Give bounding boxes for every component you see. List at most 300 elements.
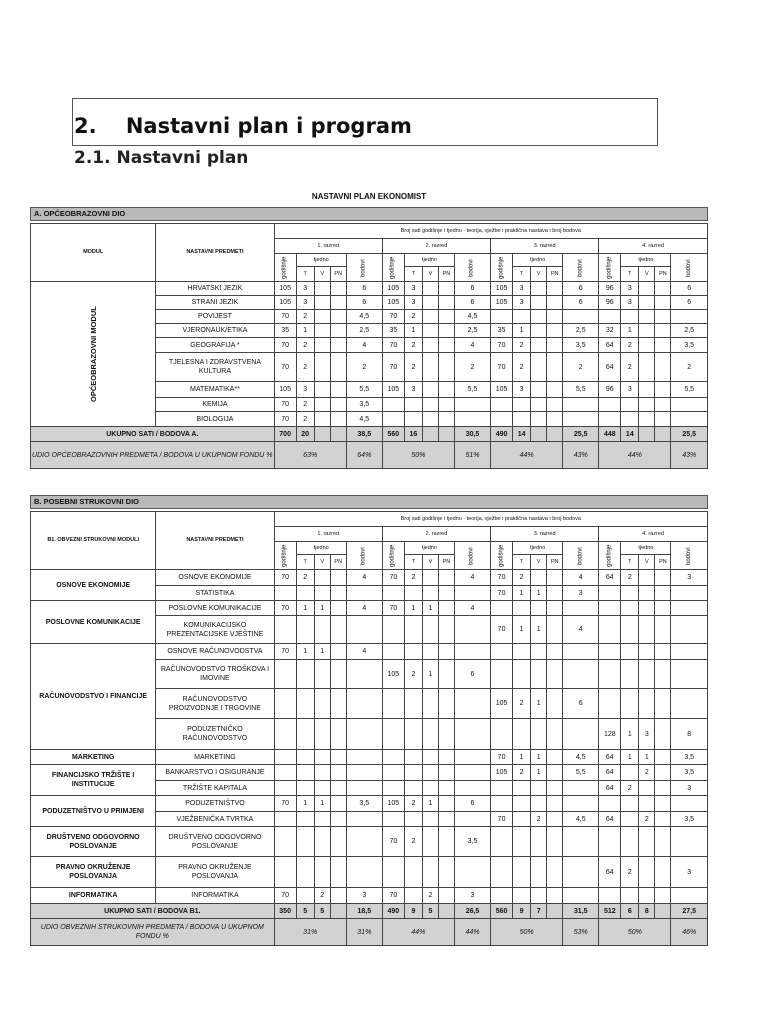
b-row-cell: 64 [599,781,621,796]
b-row-cell [655,660,671,689]
b-row-cell: 4 [346,570,382,586]
a-subject: STRANI JEZIK [156,296,274,310]
chapter-heading [74,114,412,138]
a-row-cell [639,324,655,338]
a-row-cell: 70 [491,338,513,353]
b-row-cell [296,765,314,781]
a-row-cell [599,398,621,412]
b-row-cell [330,719,346,750]
b-row-cell [314,857,330,888]
a-header-grade: 2. razred [382,239,490,254]
a-row-cell: 2,5 [563,324,599,338]
b-row-cell [655,750,671,765]
b-row-cell [655,601,671,616]
b-row-cell [491,888,513,904]
a-header-t: T [513,267,531,282]
b-row-cell [655,781,671,796]
a-row-cell: 2 [296,310,314,324]
a-subject: POVIJEST [156,310,274,324]
plan-title: NASTAVNI PLAN EKONOMIST [311,192,427,201]
b-row-cell [438,601,454,616]
a-row-cell: 2 [404,353,422,382]
b-header-pn: PN [655,555,671,570]
b-row-cell [438,616,454,644]
b-row-cell [330,644,346,660]
a-row-cell [621,412,639,427]
b-row-cell: 1 [531,586,547,601]
b-row-cell: 6 [563,689,599,719]
b-row-cell [438,586,454,601]
a-share-label: UDIO OPĆEOBRAZOVNIH PREDMETA / BODOVA U UKUPNOM FONDU % [31,442,275,469]
b-row-cell [547,750,563,765]
b-row-cell [655,719,671,750]
chapter-number: 2. [74,114,97,138]
a-row-cell: 3 [404,282,422,296]
b-header-weekly: tjedno [404,542,454,555]
b-row-cell [382,812,404,827]
b-row-cell [454,812,490,827]
b-row-cell [563,781,599,796]
b-row-cell [346,660,382,689]
b-row-cell [621,660,639,689]
a-row-cell [671,310,708,324]
a-row-cell [639,382,655,398]
b-row-cell: 64 [599,570,621,586]
b-table-row [31,570,708,586]
b-row-cell [513,857,531,888]
b-row-cell [404,888,422,904]
b-row-cell [621,601,639,616]
a-total-cell: 30,5 [454,427,490,442]
b-row-cell [330,888,346,904]
a-row-cell: 2 [563,353,599,382]
b-row-cell [330,781,346,796]
b-header-points: bodovi [346,542,382,570]
b-row-cell [671,616,708,644]
a-row-cell [547,338,563,353]
a-row-cell [599,412,621,427]
b-row-cell [621,689,639,719]
b-row-cell [438,888,454,904]
b-row-cell [382,750,404,765]
b-header-weekly: tjedno [296,542,346,555]
a-row-cell [330,310,346,324]
a-row-cell [655,353,671,382]
b-row-cell [346,827,382,857]
b-row-cell [671,888,708,904]
b-row-cell: 1 [531,750,547,765]
b-row-cell: 1 [296,644,314,660]
a-header-t: T [404,267,422,282]
b-row-cell [274,812,296,827]
b-row-cell: 4 [563,570,599,586]
a-total-cell: 14 [621,427,639,442]
b-row-cell: 3,5 [671,812,708,827]
b-total-cell [330,904,346,919]
b-row-cell [671,796,708,812]
b-total-cell: 512 [599,904,621,919]
b-row-cell [491,827,513,857]
b-row-cell [296,689,314,719]
b-row-cell: 1 [422,660,438,689]
a-row-cell: 70 [274,412,296,427]
b-row-cell [547,570,563,586]
b-row-cell: 2 [513,689,531,719]
b-row-cell: 1 [513,586,531,601]
b-row-cell [655,888,671,904]
b-row-cell [513,796,531,812]
b-row-cell [330,660,346,689]
a-row-cell [438,338,454,353]
b-row-cell [422,689,438,719]
b-row-cell [639,660,655,689]
b-share-cell: 31% [346,919,382,946]
b-subject: MARKETING [156,750,274,765]
a-row-cell: 4,5 [346,310,382,324]
a-row-cell [671,412,708,427]
a-row-cell [531,398,547,412]
b-subject: RAČUNOVODSTVO TROŠKOVA I IMOVINE [156,660,274,689]
b-row-cell [438,796,454,812]
b-row-cell: 2 [621,781,639,796]
a-row-cell: 3 [296,382,314,398]
a-row-cell: 1 [296,324,314,338]
b-row-cell [296,719,314,750]
b-row-cell [314,660,330,689]
a-row-cell: 3,5 [563,338,599,353]
a-row-cell: 2 [671,353,708,382]
b-header-yearly: godišnje [599,542,621,570]
b-row-cell [404,689,422,719]
b-row-cell: 70 [274,644,296,660]
a-row-cell [639,398,655,412]
b-row-cell: 3,5 [671,750,708,765]
a-row-cell [382,412,404,427]
b-row-cell [655,689,671,719]
b-row-cell: 5,5 [563,765,599,781]
a-header-pn: PN [330,267,346,282]
a-row-cell: 6 [671,296,708,310]
a-row-cell: 64 [599,353,621,382]
b-total-cell: 9 [513,904,531,919]
general-module-label: OPĆEOBRAZOVNI MODUL [31,282,156,427]
a-row-cell: 70 [382,338,404,353]
b-row-cell [655,827,671,857]
b-row-cell [314,827,330,857]
a-total-cell [547,427,563,442]
a-row-cell: 35 [491,324,513,338]
b-header-hours: Broj sati godišnje i tjedno - teorija, vježbe i praktična nastava i broj bodova [274,512,707,527]
b-row-cell [655,616,671,644]
b-row-cell [531,857,547,888]
b-header-grade: 3. razred [491,527,599,542]
b-row-cell [330,750,346,765]
a-row-cell [531,338,547,353]
b-row-cell [563,601,599,616]
a-row-cell [422,282,438,296]
b-share-row [31,919,708,946]
b-row-cell [599,644,621,660]
a-total-cell [655,427,671,442]
a-row-cell [438,398,454,412]
a-row-cell: 3 [621,296,639,310]
b-table-row [31,644,708,660]
b-row-cell [639,586,655,601]
b-row-cell: 105 [382,796,404,812]
b-row-cell [655,570,671,586]
b-row-cell [404,750,422,765]
b-row-cell [422,781,438,796]
a-row-cell [639,310,655,324]
b-row-cell [454,689,490,719]
a-row-cell: 105 [491,296,513,310]
b-row-cell: 1 [639,750,655,765]
a-row-cell [547,353,563,382]
a-header-points: bodovi [454,254,490,282]
a-row-cell [404,398,422,412]
b-header-v: V [639,555,655,570]
b-row-cell [639,888,655,904]
b-header-t: T [513,555,531,570]
b-row-cell [454,644,490,660]
b-row-cell [296,888,314,904]
b-row-cell [404,857,422,888]
b-row-cell: 2 [621,570,639,586]
a-row-cell [438,296,454,310]
a-header-grade: 3. razred [491,239,599,254]
b-row-cell: 70 [491,812,513,827]
a-row-cell: 70 [491,353,513,382]
a-header-yearly: godišnje [382,254,404,282]
b-row-cell: 4,5 [563,812,599,827]
b-row-cell [382,765,404,781]
b-row-cell [296,827,314,857]
b-row-cell: 3 [563,586,599,601]
a-row-cell [438,310,454,324]
a-row-cell [599,310,621,324]
b-row-cell [639,857,655,888]
b-row-cell [404,781,422,796]
b-row-cell: 70 [382,827,404,857]
b-share-cell: 44% [454,919,490,946]
a-row-cell: 2 [404,338,422,353]
a-header-yearly: godišnje [274,254,296,282]
b-subject: PODUZETNIČKO RAČUNOVODSTVO [156,719,274,750]
b-row-cell [438,781,454,796]
a-header-weekly: tjedno [404,254,454,267]
b-module-name: OSNOVE EKONOMIJE [31,570,156,601]
a-row-cell: 5,5 [671,382,708,398]
b-row-cell: 70 [274,888,296,904]
b-row-cell [547,796,563,812]
b-row-cell: 70 [382,601,404,616]
b-row-cell [314,781,330,796]
b-table-row [31,857,708,888]
b-row-cell: 3 [639,719,655,750]
b-row-cell [346,616,382,644]
b-total-cell: 8 [639,904,655,919]
b-row-cell [531,781,547,796]
b-row-cell: 3,5 [454,827,490,857]
b-row-cell: 70 [274,570,296,586]
b-row-cell [599,827,621,857]
b-row-cell [547,888,563,904]
a-share-cell: 43% [671,442,708,469]
b-row-cell [382,689,404,719]
b-row-cell: 70 [491,750,513,765]
b-row-cell [330,616,346,644]
a-total-cell: 448 [599,427,621,442]
a-row-cell [314,398,330,412]
b-row-cell [346,586,382,601]
a-share-row [31,442,708,469]
a-row-cell [422,412,438,427]
b-row-cell [454,586,490,601]
a-row-cell: 2 [346,353,382,382]
b-row-cell: 70 [491,570,513,586]
b-row-cell [422,586,438,601]
b-row-cell: 2 [513,570,531,586]
a-row-cell: 3,5 [671,338,708,353]
a-row-cell: 3 [404,296,422,310]
b-row-cell: 1 [621,719,639,750]
b-row-cell [655,796,671,812]
b-total-cell: 350 [274,904,296,919]
b-row-cell: 3,5 [346,796,382,812]
b-row-cell: 4 [346,644,382,660]
a-row-cell: 105 [382,296,404,310]
b-row-cell [422,827,438,857]
b-row-cell [404,812,422,827]
section-b-title: B. POSEBNI STRUKOVNI DIO [30,495,708,509]
a-total-cell: 25,5 [563,427,599,442]
b-row-cell [621,644,639,660]
b-row-cell [547,719,563,750]
a-header-yearly: godišnje [599,254,621,282]
b-row-cell: 3 [671,781,708,796]
a-row-cell: 70 [274,398,296,412]
b-row-cell [330,586,346,601]
b-row-cell [513,601,531,616]
b-row-cell [404,616,422,644]
b-row-cell [671,689,708,719]
a-total-cell: 490 [491,427,513,442]
a-row-cell [639,282,655,296]
a-row-cell: 105 [274,382,296,398]
b-row-cell [454,750,490,765]
a-header-t: T [621,267,639,282]
b-header-points: bodovi [671,542,708,570]
b-row-cell [438,857,454,888]
b-row-cell: 1 [513,616,531,644]
a-total-cell: 25,5 [671,427,708,442]
b-header-grade: 2. razred [382,527,490,542]
a-row-cell [639,353,655,382]
b-module-name: MARKETING [31,750,156,765]
b-row-cell [314,812,330,827]
b-row-cell: 4 [454,601,490,616]
b-row-cell: 3,5 [671,765,708,781]
b-row-cell [330,857,346,888]
b-table-row [31,888,708,904]
a-total-cell [330,427,346,442]
b-row-cell [599,888,621,904]
b-row-cell: 105 [491,689,513,719]
a-row-cell [404,412,422,427]
b-row-cell [599,796,621,812]
b-row-cell [346,750,382,765]
a-row-cell: 96 [599,282,621,296]
b-row-cell [454,719,490,750]
a-row-cell [531,310,547,324]
b-row-cell [330,827,346,857]
a-row-cell: 3 [296,296,314,310]
b-row-cell: 2 [296,570,314,586]
b-row-cell: 105 [491,765,513,781]
b-row-cell [296,660,314,689]
b-header-t: T [404,555,422,570]
b-row-cell [438,689,454,719]
b-row-cell: 4 [454,570,490,586]
b-row-cell [491,601,513,616]
a-subject: BIOLOGIJA [156,412,274,427]
b-subject: DRUŠTVENO ODGOVORNO POSLOVANJE [156,827,274,857]
a-row-cell: 5,5 [346,382,382,398]
a-row-cell [330,412,346,427]
b-row-cell: 2 [422,888,438,904]
b-row-cell: 4 [346,601,382,616]
a-row-cell [531,296,547,310]
a-subject: GEOGRAFIJA * [156,338,274,353]
b-row-cell [314,719,330,750]
a-total-cell [531,427,547,442]
b-row-cell [422,765,438,781]
b-row-cell [621,812,639,827]
a-header-row-1 [31,224,708,239]
b-header-subjects: NASTAVNI PREDMETI [156,512,274,570]
b-total-cell: 26,5 [454,904,490,919]
a-row-cell: 105 [491,282,513,296]
b-row-cell: 3 [346,888,382,904]
a-share-cell: 63% [274,442,346,469]
b-module-name: PRAVNO OKRUŽENJE POSLOVANJA [31,857,156,888]
a-row-cell [314,324,330,338]
b-row-cell [547,601,563,616]
a-row-cell: 4,5 [454,310,490,324]
b-header-pn: PN [330,555,346,570]
b-row-cell [621,888,639,904]
b-row-cell [655,644,671,660]
b-share-cell: 44% [382,919,454,946]
a-row-cell [422,310,438,324]
b-row-cell [563,857,599,888]
b-row-cell [671,827,708,857]
b-row-cell [274,781,296,796]
b-total-cell: 9 [404,904,422,919]
a-row-cell [547,398,563,412]
a-row-cell [655,382,671,398]
a-subject: MATEMATIKA** [156,382,274,398]
b-row-cell [621,796,639,812]
b-header-grade: 1. razred [274,527,382,542]
b-row-cell [274,765,296,781]
a-row-cell [314,310,330,324]
a-row-cell: 96 [599,382,621,398]
b-row-cell [274,660,296,689]
b-row-cell [296,781,314,796]
b-header-weekly: tjedno [621,542,671,555]
a-row-cell: 2 [296,398,314,412]
